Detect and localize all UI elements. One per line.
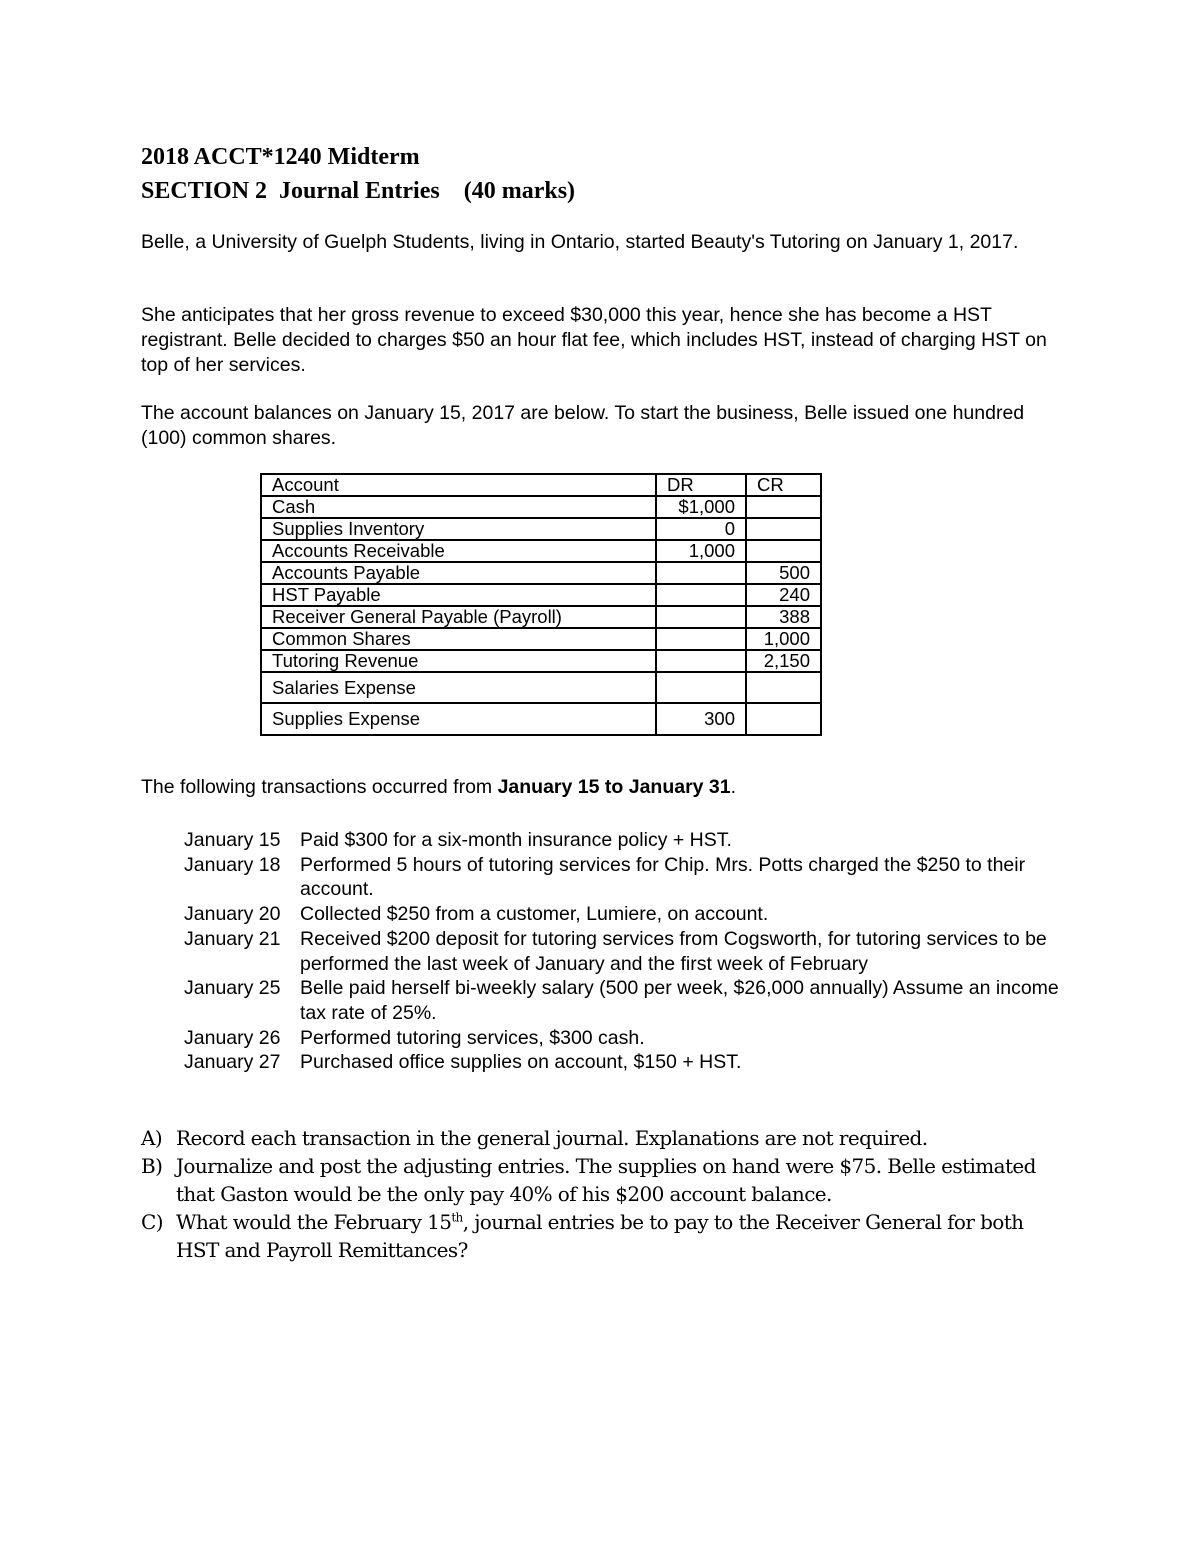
- question-text: Journalize and post the adjusting entries. The supplies on hand were $75. Belle estimated that Gaston would be the only pay 40% of his $200 account balance.: [176, 1154, 1036, 1206]
- debit-amount: [656, 650, 746, 672]
- transactions-intro-text: The following transactions occurred from: [141, 776, 498, 798]
- debit-amount: [656, 672, 746, 703]
- transaction-item: [184, 1026, 1064, 1051]
- transaction-date: January 20: [184, 903, 281, 926]
- transaction-date: January 25: [184, 977, 281, 1000]
- intro-paragraph-1: Belle, a University of Guelph Students, living in Ontario, started Beauty's Tutoring on January 1, 2017.: [141, 231, 1019, 253]
- account-name: Tutoring Revenue: [261, 650, 656, 672]
- header-cr: CR: [746, 474, 821, 496]
- table-row: [261, 496, 821, 518]
- account-balances-table: [260, 473, 822, 736]
- credit-amount: [746, 518, 821, 540]
- credit-amount: 240: [746, 584, 821, 606]
- debit-amount: $1,000: [656, 496, 746, 518]
- table-row: [261, 672, 821, 703]
- debit-amount: 0: [656, 518, 746, 540]
- table-row: [261, 562, 821, 584]
- question-item: [141, 1208, 1061, 1264]
- header-account: Account: [261, 474, 656, 496]
- credit-amount: [746, 703, 821, 735]
- question-label: C): [141, 1210, 163, 1234]
- question-text: Record each transaction in the general journal. Explanations are not required.: [176, 1126, 928, 1150]
- ordinal-suffix: th: [451, 1210, 463, 1225]
- transaction-item: [184, 927, 1064, 976]
- transactions-period: January 15 to January 31: [497, 776, 731, 798]
- debit-amount: 300: [656, 703, 746, 735]
- transaction-text: Performed tutoring services, $300 cash.: [300, 1026, 645, 1049]
- transaction-date: January 15: [184, 829, 281, 851]
- account-name: Receiver General Payable (Payroll): [261, 606, 656, 628]
- transaction-date: January 18: [184, 853, 281, 876]
- credit-amount: [746, 672, 821, 703]
- account-name: Salaries Expense: [261, 672, 656, 703]
- transaction-date: January 21: [184, 927, 281, 950]
- credit-amount: 1,000: [746, 628, 821, 650]
- table-row: [261, 606, 821, 628]
- table-row: [261, 703, 821, 735]
- transaction-item: [184, 853, 1064, 902]
- question-label: B): [141, 1154, 163, 1178]
- account-name: Accounts Payable: [261, 562, 656, 584]
- question-text-start: What would the February 15: [176, 1210, 452, 1234]
- transaction-item: [184, 902, 1064, 927]
- question-item: [141, 1124, 1061, 1152]
- transactions-intro-end: .: [730, 776, 737, 798]
- transaction-item: [184, 1050, 1064, 1075]
- table-row: [261, 540, 821, 562]
- transactions-list: [184, 828, 1064, 1075]
- transaction-text: Collected $250 from a customer, Lumiere, on account.: [300, 903, 769, 926]
- transactions-intro: [141, 776, 736, 799]
- intro-paragraph-2: She anticipates that her gross revenue to exceed $30,000 this year, hence she has become a HST registrant. Belle decided to charges $50 an hour flat fee, which includes HST, instead of charging HST on top of her services.: [141, 304, 1047, 376]
- credit-amount: 2,150: [746, 650, 821, 672]
- section-heading: SECTION 2 Journal Entries (40 marks): [141, 178, 576, 204]
- debit-amount: [656, 628, 746, 650]
- transaction-text: Purchased office supplies on account, $150 + HST.: [300, 1051, 742, 1074]
- questions-list: [141, 1124, 1061, 1264]
- transaction-text: Performed 5 hours of tutoring services for Chip. Mrs. Potts charged the $250 to their account.: [300, 853, 1026, 901]
- account-name: Common Shares: [261, 628, 656, 650]
- account-name: Accounts Receivable: [261, 540, 656, 562]
- transaction-date: January 27: [184, 1051, 281, 1074]
- account-name: Supplies Expense: [261, 703, 656, 735]
- transaction-item: [184, 828, 1064, 853]
- transaction-item: [184, 976, 1064, 1025]
- table-row: [261, 628, 821, 650]
- transaction-text: Paid $300 for a six-month insurance policy + HST.: [300, 829, 732, 851]
- transaction-text: Belle paid herself bi-weekly salary (500 per week, $26,000 annually) Assume an income tax rate of 25%.: [300, 977, 1059, 1024]
- table-row: [261, 650, 821, 672]
- debit-amount: [656, 562, 746, 584]
- table-header-row: [261, 474, 821, 496]
- debit-amount: 1,000: [656, 540, 746, 562]
- question-text: [176, 1208, 1061, 1264]
- transaction-text: Received $200 deposit for tutoring services from Cogsworth, for tutoring services to be performed the last week of January and the first week of February: [300, 927, 1047, 975]
- question-item: [141, 1152, 1061, 1208]
- question-label: A): [141, 1126, 163, 1150]
- document-title: 2018 ACCT*1240 Midterm: [141, 144, 420, 170]
- debit-amount: [656, 584, 746, 606]
- credit-amount: 500: [746, 562, 821, 584]
- question-text-end: , journal entries be to pay to the Receiver General for both HST and Payroll Remittances?: [176, 1210, 1024, 1262]
- account-name: Supplies Inventory: [261, 518, 656, 540]
- debit-amount: [656, 606, 746, 628]
- account-name: Cash: [261, 496, 656, 518]
- table-row: [261, 584, 821, 606]
- header-dr: DR: [656, 474, 746, 496]
- table-row: [261, 518, 821, 540]
- account-name: HST Payable: [261, 584, 656, 606]
- credit-amount: 388: [746, 606, 821, 628]
- credit-amount: [746, 496, 821, 518]
- intro-paragraph-3: The account balances on January 15, 2017 are below. To start the business, Belle issued one hundred (100) common shares.: [141, 402, 1025, 449]
- transaction-date: January 26: [184, 1026, 281, 1049]
- credit-amount: [746, 540, 821, 562]
